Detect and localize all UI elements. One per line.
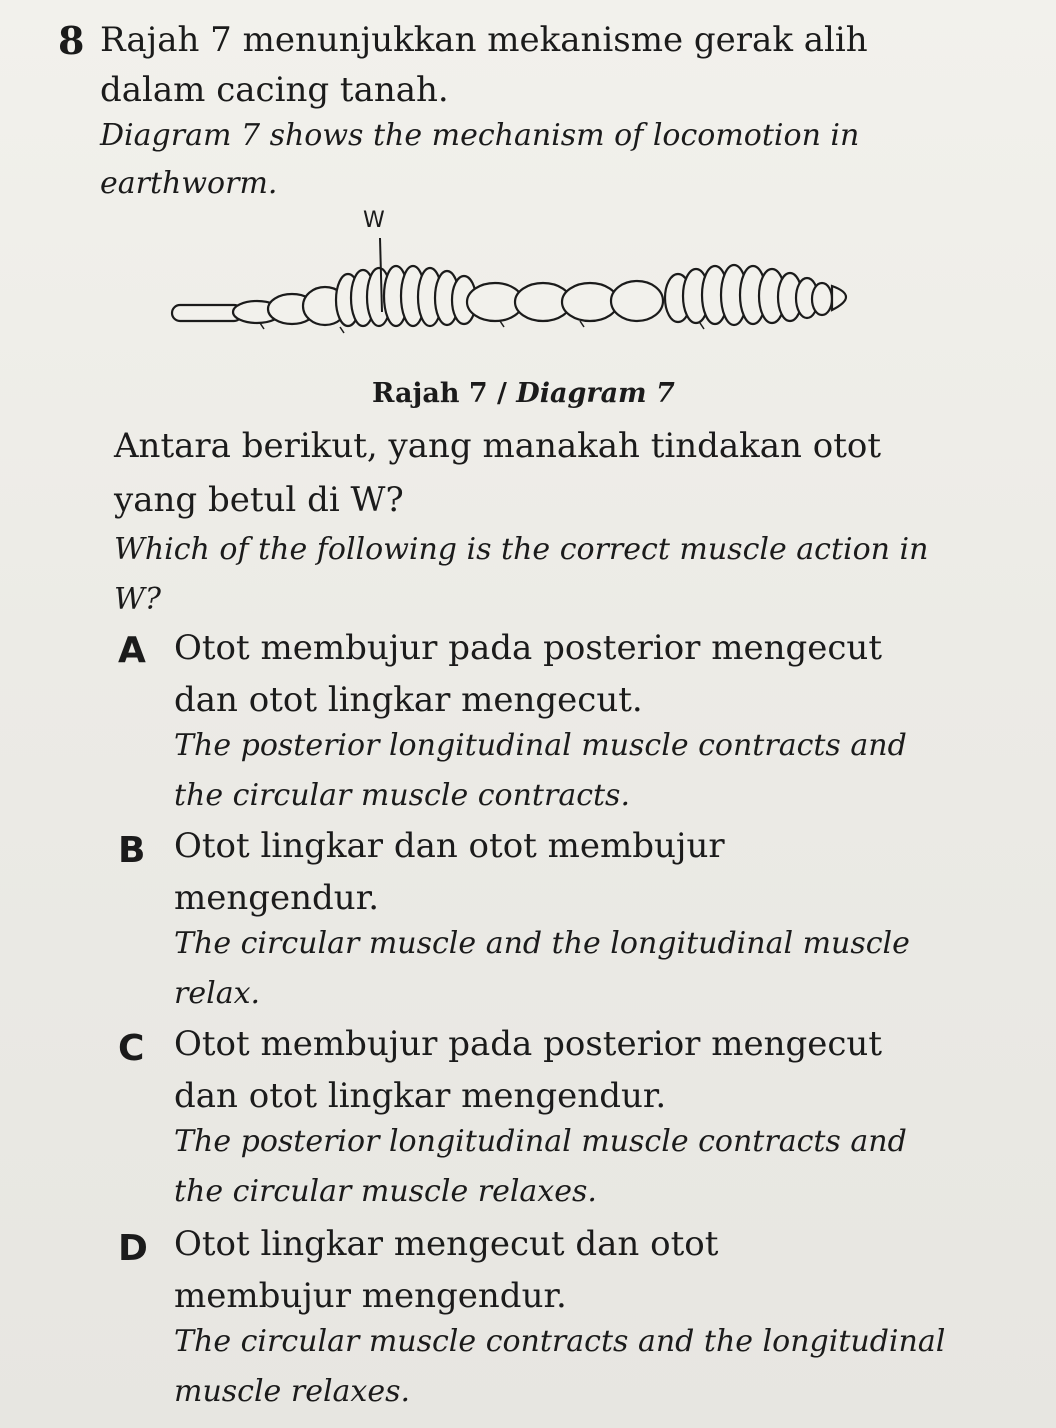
- stem-malay-line-1: Rajah 7 menunjukkan mekanisme gerak alih: [100, 20, 868, 60]
- option-c-malay-line-1: Otot membujur pada posterior mengecut: [174, 1024, 882, 1064]
- option-c-english-line-1: The posterior longitudinal muscle contracts and: [174, 1124, 907, 1159]
- diagram-label-w: W: [363, 208, 385, 233]
- option-c-english-line-2: the circular muscle relaxes.: [174, 1174, 597, 1209]
- prompt-english-line-2: W?: [114, 582, 161, 617]
- option-c-malay-line-2: dan otot lingkar mengendur.: [174, 1076, 667, 1116]
- prompt-malay-line-1: Antara berikut, yang manakah tindakan otot: [114, 426, 882, 466]
- option-a-letter[interactable]: A: [118, 630, 146, 671]
- option-a-malay-line-2: dan otot lingkar mengecut.: [174, 680, 643, 720]
- diagram-caption: [372, 378, 675, 409]
- option-b-english-line-2: relax.: [174, 976, 261, 1011]
- worm-segment: [812, 283, 832, 315]
- option-c-letter[interactable]: C: [118, 1028, 145, 1069]
- prompt-english-line-1: Which of the following is the correct muscle action in: [114, 532, 929, 567]
- option-a-english-line-2: the circular muscle contracts.: [174, 778, 630, 813]
- option-a-malay-line-1: Otot membujur pada posterior mengecut: [174, 628, 882, 668]
- worm-tail: [172, 305, 242, 321]
- option-d-malay-line-1: Otot lingkar mengecut dan otot: [174, 1224, 719, 1264]
- option-a-english-line-1: The posterior longitudinal muscle contracts and: [174, 728, 907, 763]
- worm-segment: [611, 281, 663, 321]
- prompt-malay-line-2: yang betul di W?: [114, 480, 404, 520]
- option-b-malay-line-2: mengendur.: [174, 878, 380, 918]
- option-d-english-line-1: The circular muscle contracts and the longitudinal: [174, 1324, 946, 1359]
- stem-malay-line-2: dalam cacing tanah.: [100, 70, 449, 110]
- question-number: 8: [58, 18, 85, 63]
- option-d-english-line-2: muscle relaxes.: [174, 1374, 411, 1409]
- caption-malay: Rajah 7 /: [372, 378, 517, 409]
- earthworm-diagram: [160, 200, 880, 350]
- caption-english: Diagram 7: [516, 378, 675, 409]
- option-d-letter[interactable]: D: [118, 1228, 148, 1269]
- stem-english-line-2: earthworm.: [100, 166, 278, 201]
- option-b-malay-line-1: Otot lingkar dan otot membujur: [174, 826, 725, 866]
- option-d-malay-line-2: membujur mengendur.: [174, 1276, 567, 1316]
- worm-head: [832, 286, 846, 310]
- option-b-letter[interactable]: B: [118, 830, 146, 871]
- worm-segment: [562, 283, 618, 321]
- stem-english-line-1: Diagram 7 shows the mechanism of locomotion in: [100, 118, 860, 153]
- option-b-english-line-1: The circular muscle and the longitudinal muscle: [174, 926, 910, 961]
